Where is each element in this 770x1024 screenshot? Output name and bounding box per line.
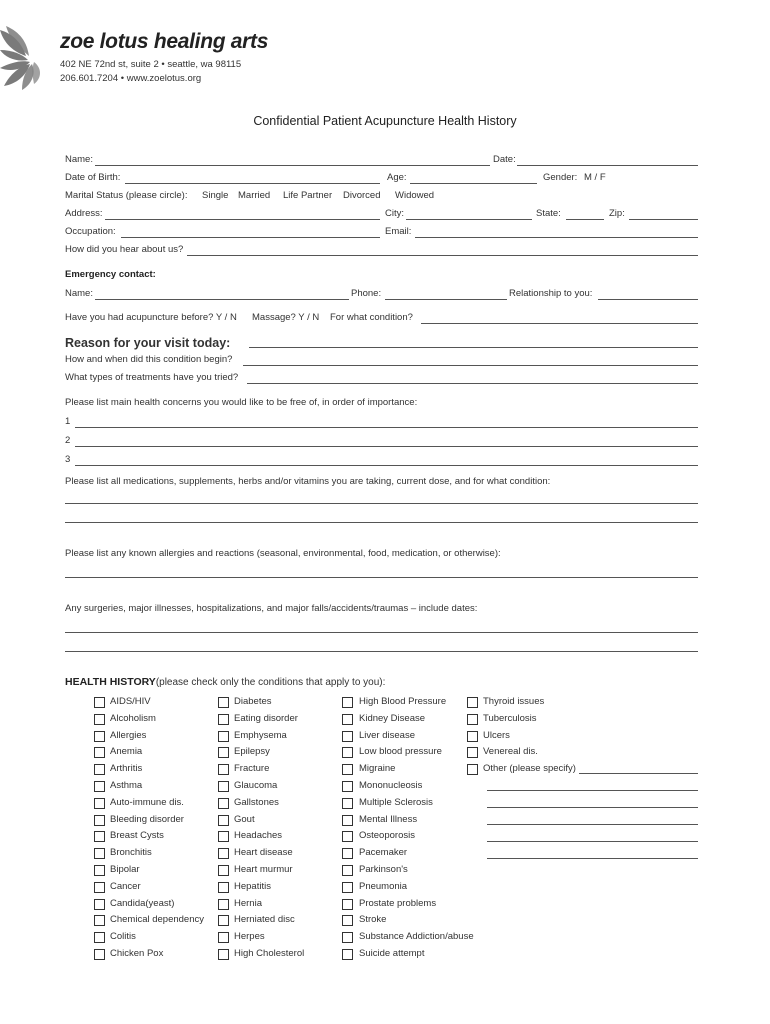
marital-life-partner[interactable]: Life Partner xyxy=(283,190,333,201)
marital-label: Marital Status (please circle): xyxy=(65,190,188,201)
condition-label: Parkinson's xyxy=(359,864,408,875)
concern-field[interactable] xyxy=(75,446,698,447)
row-how-when xyxy=(65,354,698,368)
had-acupuncture-label[interactable]: Have you had acupuncture before? Y / N xyxy=(65,312,237,323)
condition-label: Herniated disc xyxy=(234,914,295,926)
condition-checkbox[interactable] xyxy=(218,831,229,842)
city-field[interactable] xyxy=(406,219,532,220)
condition-label: High Blood Pressure xyxy=(359,696,447,707)
condition-checkbox[interactable] xyxy=(94,831,105,842)
row-reason xyxy=(65,336,698,350)
contact-line: 206.601.7204 • www.zoelotus.org xyxy=(60,73,202,84)
condition-label: Hepatitis xyxy=(234,880,271,892)
condition-checkbox[interactable] xyxy=(218,764,229,775)
row-medications-title xyxy=(65,476,698,490)
other-specify-field[interactable] xyxy=(487,807,698,808)
condition-checkbox[interactable] xyxy=(342,747,353,758)
surgeries-field[interactable] xyxy=(65,651,698,652)
condition-checkbox[interactable] xyxy=(342,731,353,742)
condition-checkbox[interactable] xyxy=(94,747,105,758)
condition-label: Thyroid issues xyxy=(483,696,545,707)
email-field[interactable] xyxy=(415,237,698,238)
condition-label: Gallstones xyxy=(234,796,279,808)
condition-checkbox[interactable] xyxy=(218,932,229,943)
row-acupuncture xyxy=(65,312,698,326)
name-label: Name: xyxy=(65,154,93,165)
marital-divorced[interactable]: Divorced xyxy=(343,190,381,201)
condition-checkbox[interactable] xyxy=(342,697,353,708)
address-label: Address: xyxy=(65,208,103,219)
condition-label: Low blood pressure xyxy=(359,746,442,758)
condition-checkbox[interactable] xyxy=(342,714,353,725)
condition-label: Fracture xyxy=(234,763,270,775)
condition-label: Heart murmur xyxy=(234,864,293,875)
condition-label: Kidney Disease xyxy=(359,712,426,724)
row-surgeries-title xyxy=(65,603,698,617)
condition-label: Stroke xyxy=(359,914,387,926)
condition-label: Alcoholism xyxy=(110,712,156,724)
row-allergies-title xyxy=(65,548,698,562)
zip-label: Zip: xyxy=(609,208,625,219)
condition-label: Colitis xyxy=(110,931,136,943)
condition-label: Candida(yeast) xyxy=(110,897,175,909)
condition-checkbox[interactable] xyxy=(218,815,229,826)
concern-number: 1 xyxy=(65,416,71,427)
condition-label: Gout xyxy=(234,813,255,825)
condition-checkbox[interactable] xyxy=(94,798,105,809)
how-when-label: How and when did this condition begin? xyxy=(65,354,233,365)
address-line: 402 NE 72nd st, suite 2 • seattle, wa 98115 xyxy=(60,59,242,70)
brand-name: zoe lotus healing arts xyxy=(60,30,269,53)
condition-checkbox[interactable] xyxy=(342,899,353,910)
condition-checkbox[interactable] xyxy=(218,882,229,893)
concern-field[interactable] xyxy=(75,427,698,428)
condition-label: Bronchitis xyxy=(110,847,152,859)
condition-checkbox[interactable] xyxy=(342,932,353,943)
name-field[interactable] xyxy=(95,165,490,166)
date-field[interactable] xyxy=(517,165,698,166)
condition-checkbox[interactable] xyxy=(218,915,229,926)
treatments-field[interactable] xyxy=(247,383,698,384)
condition-checkbox[interactable] xyxy=(342,798,353,809)
age-label: Age: xyxy=(387,172,407,183)
em-relationship-label: Relationship to you: xyxy=(509,288,593,299)
condition-label: Migraine xyxy=(359,763,396,775)
condition-checkbox[interactable] xyxy=(467,764,478,775)
condition-label: Pneumonia xyxy=(359,880,408,892)
row-dob xyxy=(65,172,698,186)
condition-label: Cancer xyxy=(110,880,141,892)
surgeries-field[interactable] xyxy=(65,632,698,633)
condition-checkbox[interactable] xyxy=(94,731,105,742)
condition-checkbox[interactable] xyxy=(342,781,353,792)
health-history-heading xyxy=(65,676,385,688)
condition-checkbox[interactable] xyxy=(218,798,229,809)
other-specify-field[interactable] xyxy=(487,824,698,825)
condition-checkbox[interactable] xyxy=(218,781,229,792)
allergies-field[interactable] xyxy=(65,577,698,578)
condition-label: Anemia xyxy=(110,746,143,758)
condition-checkbox[interactable] xyxy=(218,865,229,876)
other-specify-field[interactable] xyxy=(579,773,698,774)
row-concern-3 xyxy=(65,454,698,468)
condition-checkbox[interactable] xyxy=(94,949,105,960)
surgeries-label: Any surgeries, major illnesses, hospitalizations, and major falls/accidents/traumas – include dates: xyxy=(65,603,478,614)
condition-checkbox[interactable] xyxy=(94,815,105,826)
how-when-field[interactable] xyxy=(243,365,698,366)
condition-label: Liver disease xyxy=(359,729,415,741)
dob-label: Date of Birth: xyxy=(65,172,121,183)
condition-checkbox[interactable] xyxy=(342,865,353,876)
medications-field[interactable] xyxy=(65,522,698,523)
medications-field[interactable] xyxy=(65,503,698,504)
other-specify-field[interactable] xyxy=(487,841,698,842)
lotus-logo-icon xyxy=(0,26,58,90)
state-field[interactable] xyxy=(566,219,604,220)
condition-checkbox[interactable] xyxy=(94,915,105,926)
marital-married[interactable]: Married xyxy=(238,190,271,201)
row-concern-2 xyxy=(65,435,698,449)
condition-label: Mental Illness xyxy=(359,813,418,825)
marital-single[interactable]: Single xyxy=(202,190,229,201)
condition-label: Allergies xyxy=(110,729,147,741)
condition-label: Diabetes xyxy=(234,696,272,707)
row-name-date xyxy=(65,154,698,168)
row-emergency-title xyxy=(65,269,698,283)
medications-label: Please list all medications, supplements, herbs and/or vitamins you are taking, current dose, and for what condition: xyxy=(65,476,551,487)
condition-checkbox[interactable] xyxy=(218,899,229,910)
condition-label: Mononucleosis xyxy=(359,780,423,791)
condition-label: Venereal dis. xyxy=(483,746,538,758)
condition-checkbox[interactable] xyxy=(342,815,353,826)
condition-label: Substance Addiction/abuse xyxy=(359,931,474,943)
treatments-label: What types of treatments have you tried? xyxy=(65,372,239,383)
condition-checkbox[interactable] xyxy=(94,882,105,893)
condition-label: Herpes xyxy=(234,931,265,943)
row-address xyxy=(65,208,698,222)
row-concern-1 xyxy=(65,416,698,430)
health-history-title: HEALTH HISTORY xyxy=(65,676,156,688)
city-label: City: xyxy=(385,208,404,219)
heard-label: How did you hear about us? xyxy=(65,244,184,255)
row-treatments xyxy=(65,372,698,386)
marital-widowed[interactable]: Widowed xyxy=(395,190,435,201)
condition-checkbox[interactable] xyxy=(94,865,105,876)
condition-checkbox[interactable] xyxy=(342,831,353,842)
condition-checkbox[interactable] xyxy=(218,714,229,725)
em-name-label: Name: xyxy=(65,288,93,299)
row-occupation xyxy=(65,226,698,240)
condition-label: Asthma xyxy=(110,780,143,791)
condition-checkbox[interactable] xyxy=(94,764,105,775)
condition-checkbox[interactable] xyxy=(218,949,229,960)
condition-label: Bleeding disorder xyxy=(110,813,184,825)
condition-checkbox[interactable] xyxy=(467,697,478,708)
state-label: State: xyxy=(536,208,561,219)
condition-checkbox[interactable] xyxy=(94,932,105,943)
for-what-label: For what condition? xyxy=(330,312,413,323)
occupation-label: Occupation: xyxy=(65,226,116,237)
row-heard xyxy=(65,244,698,258)
condition-checkbox[interactable] xyxy=(342,882,353,893)
condition-label: Chicken Pox xyxy=(110,948,164,959)
allergies-label: Please list any known allergies and reactions (seasonal, environmental, food, medication, or otherwise): xyxy=(65,548,501,559)
condition-label: Chemical dependency xyxy=(110,914,205,926)
condition-label: Suicide attempt xyxy=(359,948,425,959)
other-specify-field[interactable] xyxy=(487,858,698,859)
condition-checkbox[interactable] xyxy=(218,747,229,758)
condition-label: Headaches xyxy=(234,830,283,842)
address-field[interactable] xyxy=(105,219,380,220)
dob-field[interactable] xyxy=(125,183,380,184)
condition-label: Bipolar xyxy=(110,864,140,875)
condition-label: Breast Cysts xyxy=(110,830,164,842)
reason-field[interactable] xyxy=(249,347,698,348)
concern-number: 2 xyxy=(65,435,71,446)
condition-checkbox[interactable] xyxy=(467,714,478,725)
em-phone-field[interactable] xyxy=(385,299,507,300)
reason-label: Reason for your visit today: xyxy=(65,336,231,350)
condition-checkbox[interactable] xyxy=(467,747,478,758)
occupation-field[interactable] xyxy=(121,237,380,238)
email-label: Email: xyxy=(385,226,412,237)
emergency-label: Emergency contact: xyxy=(65,269,156,280)
condition-label: Auto-immune dis. xyxy=(110,796,184,808)
row-marital xyxy=(65,190,698,204)
date-label: Date: xyxy=(493,154,516,165)
concern-number: 3 xyxy=(65,454,71,465)
condition-label: AIDS/HIV xyxy=(110,696,151,707)
condition-label: Hernia xyxy=(234,897,262,909)
age-field[interactable] xyxy=(410,183,537,184)
condition-label: Glaucoma xyxy=(234,780,278,791)
zip-field[interactable] xyxy=(629,219,698,220)
health-history-subtitle: (please check only the conditions that apply to you): xyxy=(155,677,386,688)
condition-label: Prostate problems xyxy=(359,897,437,909)
condition-label: Tuberculosis xyxy=(483,712,537,724)
condition-checkbox[interactable] xyxy=(94,714,105,725)
em-name-field[interactable] xyxy=(95,299,349,300)
condition-label: Osteoporosis xyxy=(359,830,415,842)
condition-checkbox[interactable] xyxy=(342,764,353,775)
condition-checkbox[interactable] xyxy=(342,848,353,859)
condition-checkbox[interactable] xyxy=(94,697,105,708)
condition-label: Arthritis xyxy=(110,763,143,775)
condition-checkbox[interactable] xyxy=(342,949,353,960)
concern-field[interactable] xyxy=(75,465,698,466)
gender-options[interactable]: M / F xyxy=(584,172,606,183)
condition-checkbox[interactable] xyxy=(218,848,229,859)
heard-field[interactable] xyxy=(187,255,698,256)
condition-checkbox[interactable] xyxy=(94,899,105,910)
condition-label: Pacemaker xyxy=(359,847,408,859)
other-specify-field[interactable] xyxy=(487,790,698,791)
condition-label: Eating disorder xyxy=(234,712,298,724)
condition-checkbox[interactable] xyxy=(218,697,229,708)
condition-label: Emphysema xyxy=(234,729,287,741)
condition-label: Multiple Sclerosis xyxy=(359,796,433,808)
condition-label: Heart disease xyxy=(234,847,293,859)
condition-checkbox[interactable] xyxy=(467,731,478,742)
condition-label: High Cholesterol xyxy=(234,948,305,959)
row-concerns-title xyxy=(65,397,698,411)
row-emergency xyxy=(65,288,698,302)
condition-checkbox[interactable] xyxy=(94,781,105,792)
condition-checkbox[interactable] xyxy=(94,848,105,859)
condition-label: Epilepsy xyxy=(234,746,270,758)
massage-label[interactable]: Massage? Y / N xyxy=(252,312,320,323)
condition-checkbox[interactable] xyxy=(218,731,229,742)
for-what-field[interactable] xyxy=(421,323,698,324)
concerns-label: Please list main health concerns you would like to be free of, in order of importance: xyxy=(65,397,418,408)
condition-label: Other (please specify) xyxy=(483,763,576,775)
condition-label: Ulcers xyxy=(483,729,510,741)
page-title: Confidential Patient Acupuncture Health History xyxy=(253,114,517,128)
em-phone-label: Phone: xyxy=(351,288,382,299)
condition-checkbox[interactable] xyxy=(342,915,353,926)
gender-label: Gender: xyxy=(543,172,578,183)
em-relationship-field[interactable] xyxy=(598,299,698,300)
